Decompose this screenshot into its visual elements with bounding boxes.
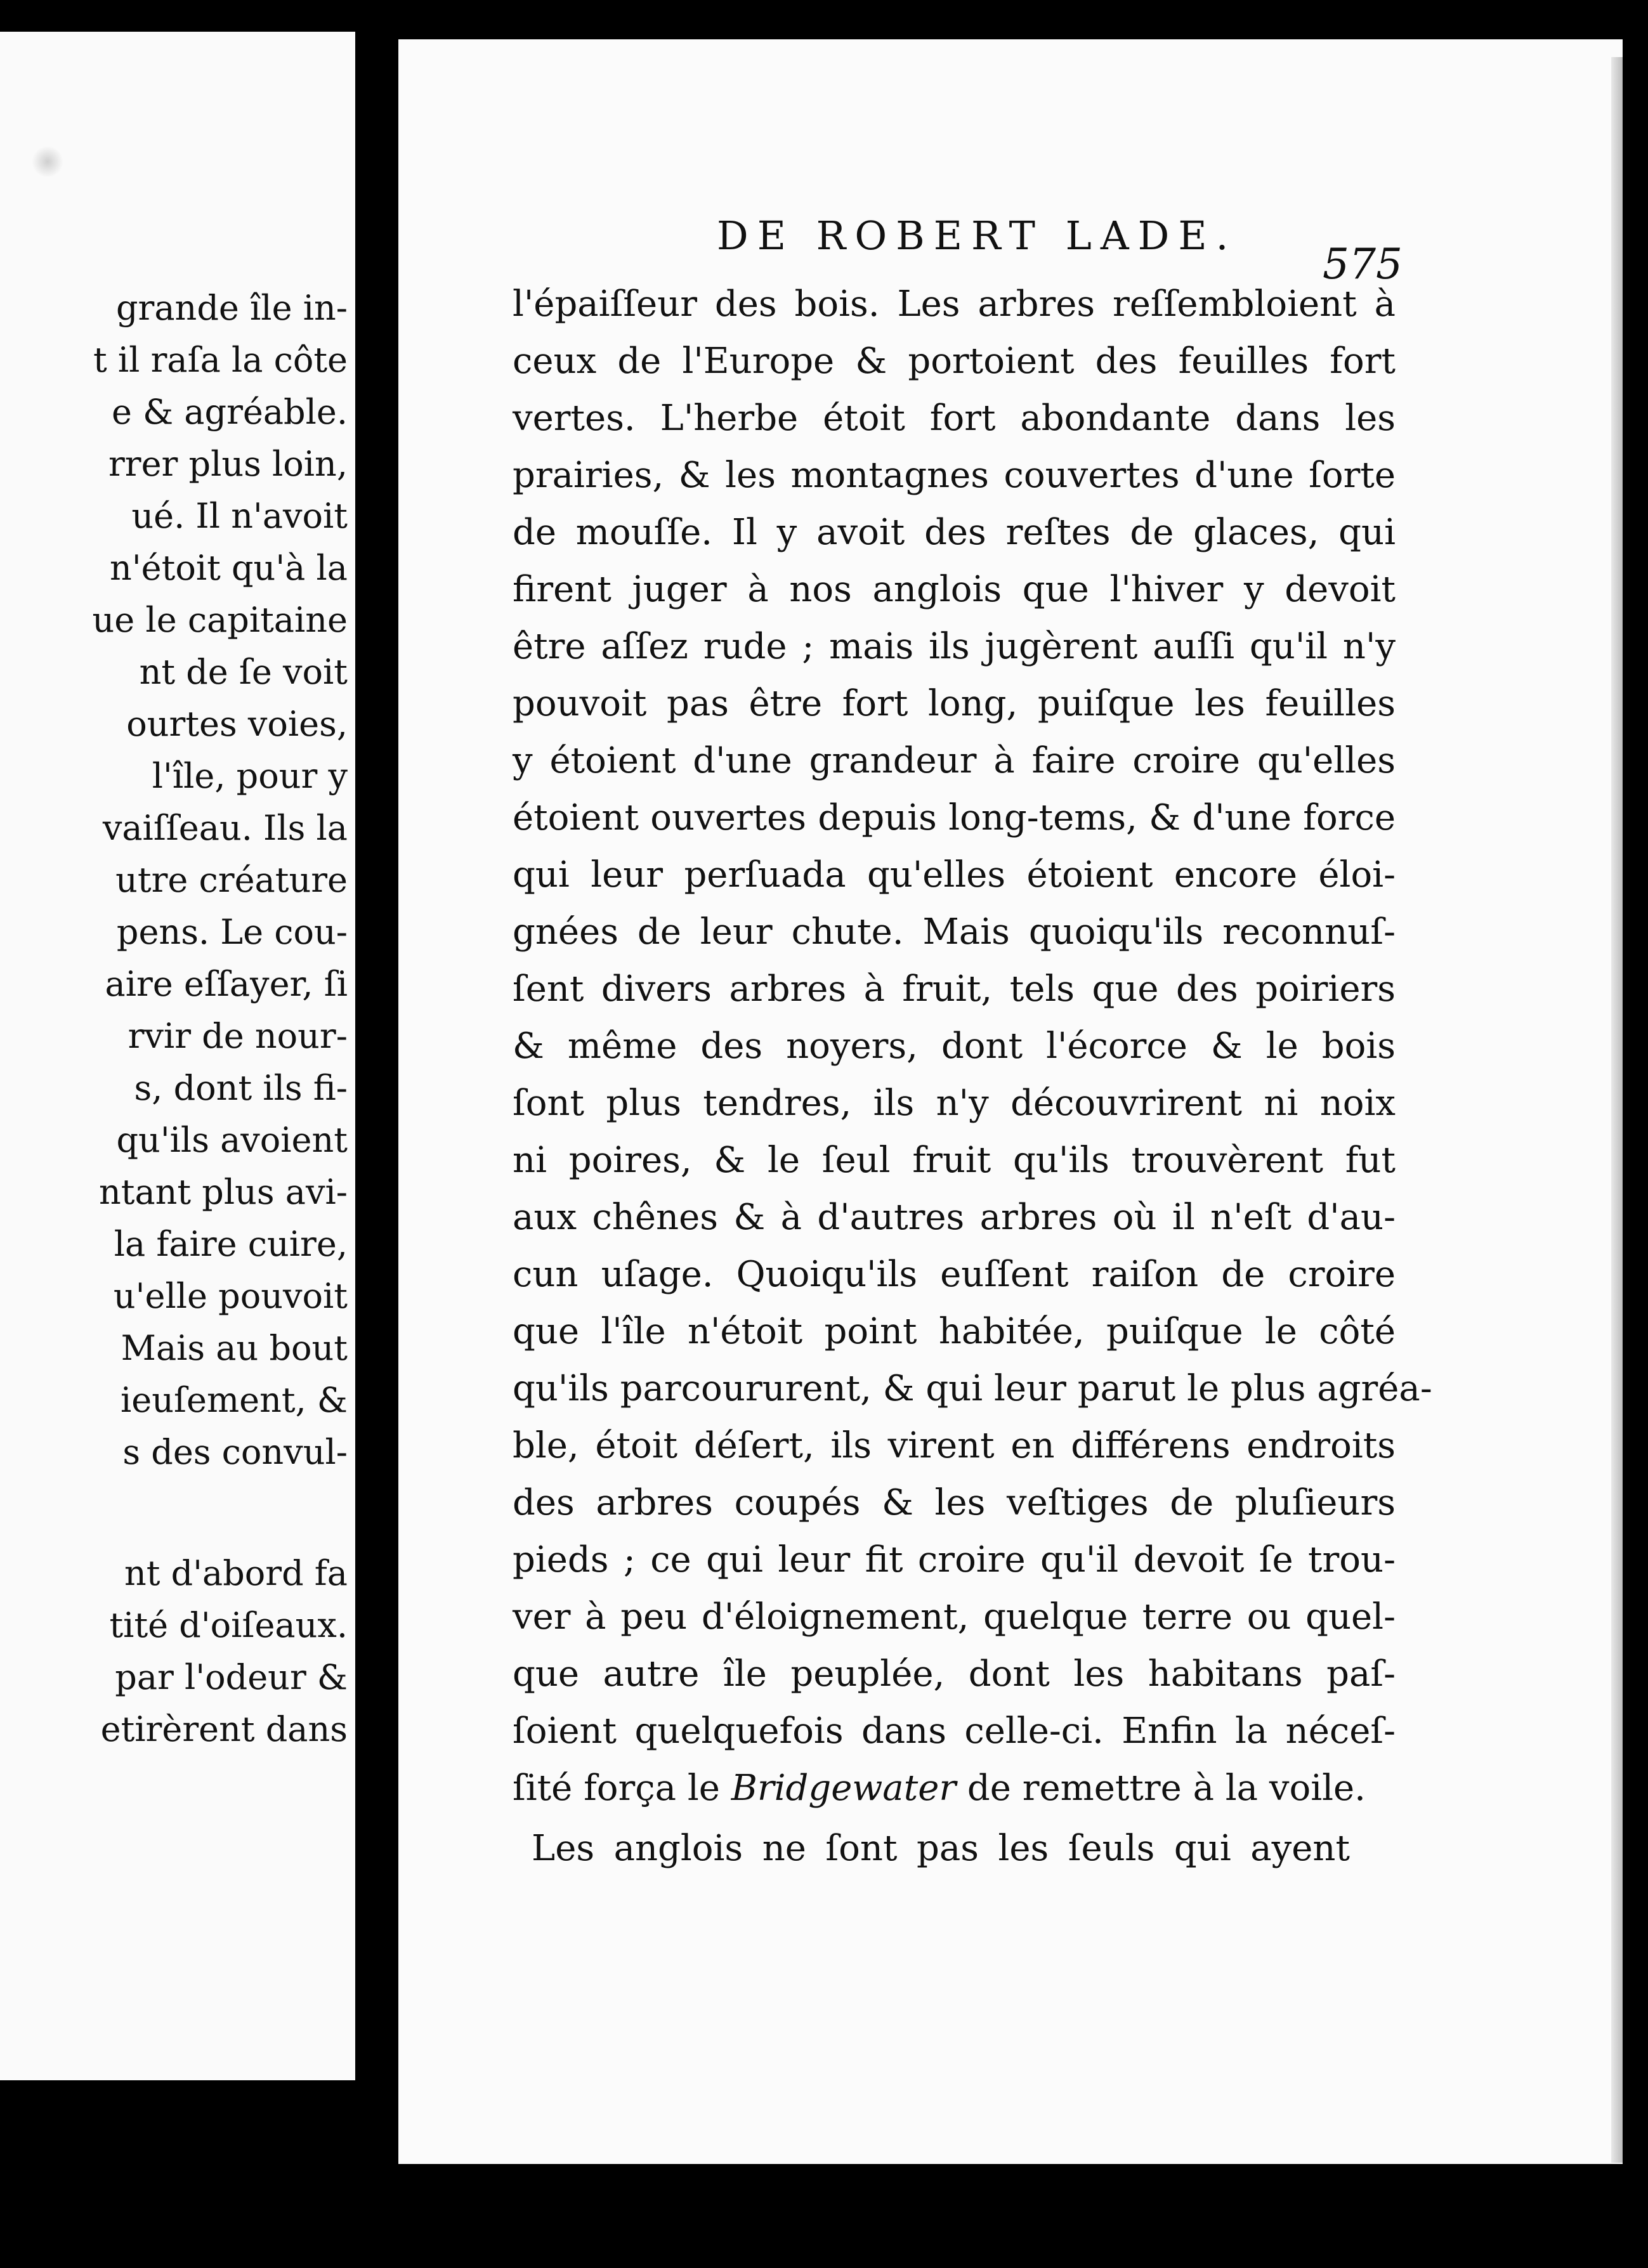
text-line: vertes. L'herbe étoit fort abondante dans les <box>513 398 1396 439</box>
text-segment: ſité força le <box>513 1768 731 1809</box>
paragraph-start-line: Les anglois ne ſont pas les ſeuls qui ayent <box>532 1828 1350 1869</box>
text-line <box>513 1760 1396 1817</box>
left-page-line: pens. Le cou- <box>116 912 348 952</box>
text-line: que l'île n'étoit point habitée, puiſque le côté <box>513 1311 1396 1352</box>
left-page-line: ue le capitaine <box>92 600 348 640</box>
left-page-line: utre créature <box>115 860 348 900</box>
left-page-line: l'île, pour y <box>152 756 348 796</box>
text-line: de mouſſe. Il y avoit des reſtes de glaces, qui <box>513 512 1396 553</box>
left-page-line: e & agréable. <box>111 392 348 432</box>
page-number: 575 <box>1323 240 1403 289</box>
text-line: l'épaiſſeur des bois. Les arbres reſſembloient à <box>513 284 1396 325</box>
left-page-line: aire eſſayer, ſi <box>105 964 348 1004</box>
left-page-line: vaiſſeau. Ils la <box>102 808 348 848</box>
text-line: ſoient quelquefois dans celle-ci. Enfin la néceſ- <box>513 1711 1396 1752</box>
text-line: ni poires, & le ſeul fruit qu'ils trouvèrent fut <box>513 1140 1396 1181</box>
text-line: cun uſage. Quoiqu'ils euſſent raiſon de croire <box>513 1254 1396 1295</box>
ship-name: Bridgewater <box>731 1768 957 1809</box>
text-line: aux chênes & à d'autres arbres où il n'eſt d'au- <box>513 1197 1396 1238</box>
left-page-line: u'elle pouvoit <box>113 1276 348 1316</box>
text-line: qu'ils parcoururent, & qui leur parut le plus agréa- <box>513 1368 1432 1409</box>
text-line: ble, étoit déſert, ils virent en différens endroits <box>513 1425 1396 1466</box>
left-page-line: t il raſa la côte <box>93 340 348 380</box>
text-line: être aſſez rude ; mais ils jugèrent auſſi qu'il n'y <box>513 626 1396 667</box>
paper-stain <box>32 146 63 178</box>
text-line: ceux de l'Europe & portoient des feuilles fort <box>513 341 1396 382</box>
text-line: ſont plus tendres, ils n'y découvrirent ni noix <box>513 1083 1396 1124</box>
left-page-line: la faire cuire, <box>114 1224 348 1264</box>
left-page-line: rrer plus loin, <box>108 444 348 484</box>
page-edge <box>1611 57 1623 2163</box>
running-header: DE ROBERT LADE. <box>717 212 1238 259</box>
text-line: pouvoit pas être fort long, puiſque les feuilles <box>513 683 1396 724</box>
text-line: étoient ouvertes depuis long-tems, & d'une force <box>513 797 1396 838</box>
text-line: ver à peu d'éloignement, quelque terre ou quel- <box>513 1596 1396 1638</box>
left-page-line: s des convul- <box>122 1432 348 1472</box>
text-line: pieds ; ce qui leur fit croire qu'il devoit ſe trou- <box>513 1539 1396 1580</box>
text-line: prairies, & les montagnes couvertes d'une ſorte <box>513 455 1396 496</box>
text-segment: de remettre à la voile. <box>956 1768 1366 1809</box>
text-line: que autre île peuplée, dont les habitans paſ- <box>513 1653 1396 1695</box>
left-page-line: nt d'abord fa <box>124 1553 348 1593</box>
left-page <box>0 32 355 2080</box>
text-line: & même des noyers, dont l'écorce & le bois <box>513 1026 1396 1067</box>
text-line: y étoient d'une grandeur à faire croire qu'elles <box>513 740 1396 781</box>
left-page-line: par l'odeur & <box>115 1657 348 1697</box>
text-line: ſent divers arbres à fruit, tels que des poiriers <box>513 968 1396 1010</box>
book-gutter <box>355 25 400 2093</box>
left-page-line: Mais au bout <box>121 1328 348 1368</box>
left-page-line: s, dont ils fi- <box>134 1068 348 1108</box>
left-page-line: ourtes voies, <box>126 704 348 744</box>
text-line: gnées de leur chute. Mais quoiqu'ils reconnuſ- <box>513 911 1396 953</box>
text-line: firent juger à nos anglois que l'hiver y devoit <box>513 569 1396 610</box>
left-page-line: ieuſement, & <box>121 1380 348 1420</box>
left-page-line: n'étoit qu'à la <box>110 548 348 588</box>
text-line: des arbres coupés & les veſtiges de pluſieurs <box>513 1482 1396 1523</box>
left-page-line: qu'ils avoient <box>116 1120 348 1160</box>
left-page-line: tité d'oiſeaux. <box>109 1605 348 1645</box>
text-line: qui leur perſuada qu'elles étoient encore éloi- <box>513 854 1396 896</box>
left-page-line: rvir de nour- <box>128 1016 348 1056</box>
left-page-line: nt de ſe voit <box>139 652 348 692</box>
left-page-line: etirèrent dans <box>100 1709 348 1749</box>
left-page-line: ué. Il n'avoit <box>131 496 348 536</box>
left-page-line: ntant plus avi- <box>98 1172 348 1212</box>
left-page-line: grande île in- <box>115 288 348 328</box>
